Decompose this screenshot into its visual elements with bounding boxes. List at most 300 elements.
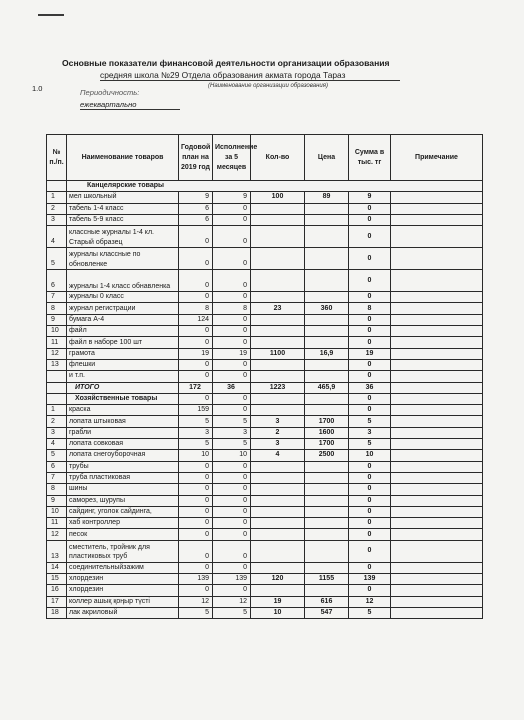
plan-value: 6 [179, 214, 213, 225]
sum-value: 0 [349, 292, 391, 303]
plan-value: 0 [179, 248, 213, 270]
price-value [305, 518, 349, 529]
row-number: 6 [47, 270, 67, 292]
qty-value [251, 506, 305, 517]
row-number [47, 371, 67, 382]
exec-value: 5 [213, 607, 251, 618]
sum-value: 12 [349, 596, 391, 607]
price-value [305, 337, 349, 348]
row-number: 11 [47, 518, 67, 529]
sum-value: 0 [349, 214, 391, 225]
note-value [391, 596, 483, 607]
price-value [305, 248, 349, 270]
plan-value: 0 [179, 337, 213, 348]
exec-value: 0 [213, 540, 251, 562]
plan-value: 0 [179, 326, 213, 337]
item-name: классные журналы 1-4 кл. Старый образец [67, 226, 179, 248]
row-number: 4 [47, 226, 67, 248]
note-value [391, 226, 483, 248]
qty-value [251, 226, 305, 248]
sum-value: 139 [349, 574, 391, 585]
section-stationery: Канцелярские товары [67, 181, 483, 192]
qty-value [251, 203, 305, 214]
plan-value: 5 [179, 416, 213, 427]
exec-value: 10 [213, 450, 251, 461]
row-number: 12 [47, 348, 67, 359]
col-qty: Кол-во [251, 135, 305, 181]
table-row [47, 248, 483, 270]
plan-value: 0 [179, 472, 213, 483]
exec-value: 3 [213, 427, 251, 438]
row-number: 7 [47, 472, 67, 483]
item-name: лопата совковая [67, 439, 179, 450]
item-number: 1.0 [32, 84, 43, 93]
price-value [305, 472, 349, 483]
sum-value: 5 [349, 439, 391, 450]
plan-value: 0 [179, 495, 213, 506]
price-value: 1700 [305, 416, 349, 427]
note-value [391, 214, 483, 225]
item-name: труба пластиковая [67, 472, 179, 483]
qty-value [251, 371, 305, 382]
item-name: грабли [67, 427, 179, 438]
exec-value: 0 [213, 472, 251, 483]
table-row [47, 405, 483, 416]
price-value [305, 529, 349, 540]
item-name: мел школьный [67, 192, 179, 203]
sum-value: 0 [349, 461, 391, 472]
plan-value: 0 [179, 292, 213, 303]
exec-value: 0 [213, 484, 251, 495]
price-value [305, 270, 349, 292]
note-value [391, 574, 483, 585]
qty-value [251, 314, 305, 325]
sum-value: 0 [349, 314, 391, 325]
table-row [47, 506, 483, 517]
qty-value [251, 495, 305, 506]
note-value [391, 382, 483, 393]
price-value: 16,9 [305, 348, 349, 359]
exec-value: 0 [213, 371, 251, 382]
item-name: и т.п. [67, 371, 179, 382]
exec-value: 0 [213, 529, 251, 540]
exec-value: 0 [213, 495, 251, 506]
qty-value: 120 [251, 574, 305, 585]
table-row [47, 439, 483, 450]
table-row [47, 371, 483, 382]
note-value [391, 427, 483, 438]
table-row [47, 416, 483, 427]
table-row [47, 540, 483, 562]
row-number [47, 393, 67, 404]
price-value [305, 214, 349, 225]
table-row [47, 326, 483, 337]
plan-value: 139 [179, 574, 213, 585]
exec-value: 0 [213, 292, 251, 303]
exec-value: 0 [213, 585, 251, 596]
sum-value: 5 [349, 416, 391, 427]
exec-value: 0 [213, 506, 251, 517]
exec-value: 0 [213, 203, 251, 214]
sum-value: 9 [349, 192, 391, 203]
total-exec: 36 [213, 382, 251, 393]
note-value [391, 292, 483, 303]
period-label: Периодичность: [80, 88, 140, 97]
item-name: грамота [67, 348, 179, 359]
total-sum: 36 [349, 382, 391, 393]
price-value: 1700 [305, 439, 349, 450]
plan-value: 0 [179, 506, 213, 517]
section-row [47, 393, 483, 404]
qty-value: 4 [251, 450, 305, 461]
exec-value: 12 [213, 596, 251, 607]
qty-value: 100 [251, 192, 305, 203]
note-value [391, 450, 483, 461]
exec-value: 0 [213, 326, 251, 337]
plan-value: 0 [179, 226, 213, 248]
table-row [47, 484, 483, 495]
note-value [391, 416, 483, 427]
qty-value [251, 337, 305, 348]
sum-value: 0 [349, 506, 391, 517]
goods-table [46, 134, 483, 619]
item-name: сместитель, тройник для пластиковых труб [67, 540, 179, 562]
col-name: Наименование товаров [67, 135, 179, 181]
row-number: 10 [47, 506, 67, 517]
note-value [391, 529, 483, 540]
sum-value: 0 [349, 562, 391, 573]
item-name: табель 5-9 класс [67, 214, 179, 225]
qty-value [251, 461, 305, 472]
row-number: 6 [47, 461, 67, 472]
table-row [47, 427, 483, 438]
total-qty: 1223 [251, 382, 305, 393]
sum-value: 0 [349, 248, 391, 270]
col-price: Цена [305, 135, 349, 181]
row-number: 12 [47, 529, 67, 540]
plan-value: 124 [179, 314, 213, 325]
note-value [391, 461, 483, 472]
sum-value: 19 [349, 348, 391, 359]
table-row [47, 461, 483, 472]
table-row [47, 270, 483, 292]
row-number: 13 [47, 540, 67, 562]
document-title: Основные показатели финансовой деятельности организации образования [62, 58, 390, 68]
item-name: трубы [67, 461, 179, 472]
row-number: 8 [47, 303, 67, 314]
plan-value: 0 [179, 529, 213, 540]
price-value [305, 393, 349, 404]
table-row [47, 314, 483, 325]
sum-value: 0 [349, 484, 391, 495]
price-value [305, 203, 349, 214]
row-number: 11 [47, 337, 67, 348]
qty-value: 3 [251, 439, 305, 450]
item-name: хлордезин [67, 574, 179, 585]
plan-value: 159 [179, 405, 213, 416]
note-value [391, 192, 483, 203]
price-value [305, 495, 349, 506]
plan-value: 19 [179, 348, 213, 359]
table-row [47, 337, 483, 348]
row-number: 1 [47, 405, 67, 416]
sum-value: 0 [349, 405, 391, 416]
exec-value: 19 [213, 348, 251, 359]
note-value [391, 348, 483, 359]
price-value: 547 [305, 607, 349, 618]
table-row [47, 303, 483, 314]
plan-value: 0 [179, 540, 213, 562]
plan-value: 0 [179, 371, 213, 382]
table-row [47, 192, 483, 203]
qty-value [251, 562, 305, 573]
item-name: песок [67, 529, 179, 540]
exec-value: 0 [213, 214, 251, 225]
row-number: 3 [47, 214, 67, 225]
sum-value: 0 [349, 359, 391, 370]
organization-note: (Наименование организации образования) [208, 83, 328, 89]
sum-value: 0 [349, 529, 391, 540]
item-name: флешки [67, 359, 179, 370]
col-num: № п./п. [47, 135, 67, 181]
item-name: хаб контроллер [67, 518, 179, 529]
table-row [47, 607, 483, 618]
price-value: 1600 [305, 427, 349, 438]
qty-value: 3 [251, 416, 305, 427]
item-name: журналы классные по обновленке [67, 248, 179, 270]
row-number: 13 [47, 359, 67, 370]
plan-value: 5 [179, 439, 213, 450]
table-row [47, 450, 483, 461]
item-name: сайдинг, уголок сайдинга, [67, 506, 179, 517]
sum-value: 8 [349, 303, 391, 314]
price-value [305, 562, 349, 573]
row-number: 16 [47, 585, 67, 596]
note-value [391, 270, 483, 292]
table-row [47, 562, 483, 573]
exec-value: 0 [213, 270, 251, 292]
plan-value: 6 [179, 203, 213, 214]
plan-value: 0 [179, 484, 213, 495]
qty-value: 19 [251, 596, 305, 607]
item-name: лак акриловый [67, 607, 179, 618]
note-value [391, 495, 483, 506]
exec-value: 8 [213, 303, 251, 314]
qty-value [251, 529, 305, 540]
row-number: 18 [47, 607, 67, 618]
plan-value: 0 [179, 461, 213, 472]
sum-value: 0 [349, 226, 391, 248]
page-mark [38, 14, 64, 16]
note-value [391, 303, 483, 314]
note-value [391, 337, 483, 348]
exec-value: 0 [213, 226, 251, 248]
row-number: 10 [47, 326, 67, 337]
plan-value: 0 [179, 562, 213, 573]
sum-value: 5 [349, 607, 391, 618]
note-value [391, 439, 483, 450]
table-row [47, 203, 483, 214]
price-value: 2500 [305, 450, 349, 461]
qty-value [251, 484, 305, 495]
plan-value: 10 [179, 450, 213, 461]
item-name: краска [67, 405, 179, 416]
price-value [305, 292, 349, 303]
price-value: 1155 [305, 574, 349, 585]
row-number: 17 [47, 596, 67, 607]
qty-value [251, 405, 305, 416]
price-value [305, 484, 349, 495]
note-value [391, 472, 483, 483]
item-name: соединительныйзажим [67, 562, 179, 573]
qty-value [251, 248, 305, 270]
item-name: коллер ашық қоңыр түсті [67, 596, 179, 607]
sum-value: 0 [349, 495, 391, 506]
total-label: ИТОГО [67, 382, 179, 393]
exec-value: 0 [213, 393, 251, 404]
note-value [391, 359, 483, 370]
table-row [47, 472, 483, 483]
item-name: файл в наборе 100 шт [67, 337, 179, 348]
plan-value: 0 [179, 270, 213, 292]
note-value [391, 506, 483, 517]
table-row [47, 214, 483, 225]
qty-value [251, 585, 305, 596]
row-number: 5 [47, 450, 67, 461]
price-value [305, 540, 349, 562]
table-row [47, 226, 483, 248]
row-number: 2 [47, 203, 67, 214]
col-exec: Исполнение за 5 месяцев [213, 135, 251, 181]
sum-value: 0 [349, 326, 391, 337]
item-name: табель 1-4 класс [67, 203, 179, 214]
col-plan: Годовой план на 2019 год [179, 135, 213, 181]
row-number: 14 [47, 562, 67, 573]
exec-value: 0 [213, 518, 251, 529]
qty-value [251, 518, 305, 529]
sum-value: 0 [349, 472, 391, 483]
qty-value [251, 540, 305, 562]
row-number: 4 [47, 439, 67, 450]
item-name: шины [67, 484, 179, 495]
exec-value: 5 [213, 439, 251, 450]
exec-value: 5 [213, 416, 251, 427]
organization-name: средняя школа №29 Отдела образования акмата города Тараз [100, 70, 400, 81]
note-value [391, 405, 483, 416]
note-value [391, 371, 483, 382]
row-number: 15 [47, 574, 67, 585]
sum-value: 0 [349, 203, 391, 214]
sum-value: 0 [349, 270, 391, 292]
plan-value: 0 [179, 393, 213, 404]
exec-value: 0 [213, 461, 251, 472]
note-value [391, 540, 483, 562]
sum-value: 3 [349, 427, 391, 438]
item-name: журналы 1-4 класс обнавленка [67, 270, 179, 292]
table-row [47, 292, 483, 303]
qty-value [251, 292, 305, 303]
row-number: 5 [47, 248, 67, 270]
table-row [47, 574, 483, 585]
price-value: 616 [305, 596, 349, 607]
price-value [305, 359, 349, 370]
qty-value: 2 [251, 427, 305, 438]
sum-value: 0 [349, 540, 391, 562]
qty-value [251, 472, 305, 483]
plan-value: 0 [179, 359, 213, 370]
plan-value: 8 [179, 303, 213, 314]
price-value [305, 314, 349, 325]
price-value [305, 461, 349, 472]
sum-value: 0 [349, 518, 391, 529]
row-number: 2 [47, 416, 67, 427]
sum-value: 0 [349, 371, 391, 382]
row-number: 1 [47, 192, 67, 203]
price-value [305, 326, 349, 337]
exec-value: 0 [213, 405, 251, 416]
exec-value: 0 [213, 248, 251, 270]
note-value [391, 326, 483, 337]
exec-value: 0 [213, 562, 251, 573]
plan-value: 0 [179, 518, 213, 529]
qty-value: 10 [251, 607, 305, 618]
plan-value: 9 [179, 192, 213, 203]
note-value [391, 393, 483, 404]
note-value [391, 562, 483, 573]
section-household: Хозяйственные товары [67, 393, 179, 404]
qty-value [251, 270, 305, 292]
table-row [47, 596, 483, 607]
row-number: 3 [47, 427, 67, 438]
price-value: 360 [305, 303, 349, 314]
exec-value: 9 [213, 192, 251, 203]
exec-value: 0 [213, 337, 251, 348]
qty-value: 1100 [251, 348, 305, 359]
note-value [391, 248, 483, 270]
note-value [391, 484, 483, 495]
exec-value: 0 [213, 359, 251, 370]
row-number [47, 382, 67, 393]
item-name: файл [67, 326, 179, 337]
table-row [47, 495, 483, 506]
note-value [391, 518, 483, 529]
table-row [47, 359, 483, 370]
item-name: лопата снегоуборочная [67, 450, 179, 461]
table-row [47, 518, 483, 529]
item-name: саморез, шурупы [67, 495, 179, 506]
price-value: 89 [305, 192, 349, 203]
exec-value: 0 [213, 314, 251, 325]
item-name: бумага А-4 [67, 314, 179, 325]
row-number: 9 [47, 495, 67, 506]
plan-value: 3 [179, 427, 213, 438]
sum-value: 0 [349, 585, 391, 596]
row-number: 9 [47, 314, 67, 325]
plan-value: 5 [179, 607, 213, 618]
qty-value [251, 326, 305, 337]
table-row [47, 348, 483, 359]
sum-value: 10 [349, 450, 391, 461]
price-value [305, 405, 349, 416]
row-number: 8 [47, 484, 67, 495]
col-note: Примечание [391, 135, 483, 181]
sum-value: 0 [349, 337, 391, 348]
table-row [47, 585, 483, 596]
plan-value: 12 [179, 596, 213, 607]
col-sum: Сумма в тыс. тг [349, 135, 391, 181]
price-value [305, 506, 349, 517]
total-row [47, 382, 483, 393]
